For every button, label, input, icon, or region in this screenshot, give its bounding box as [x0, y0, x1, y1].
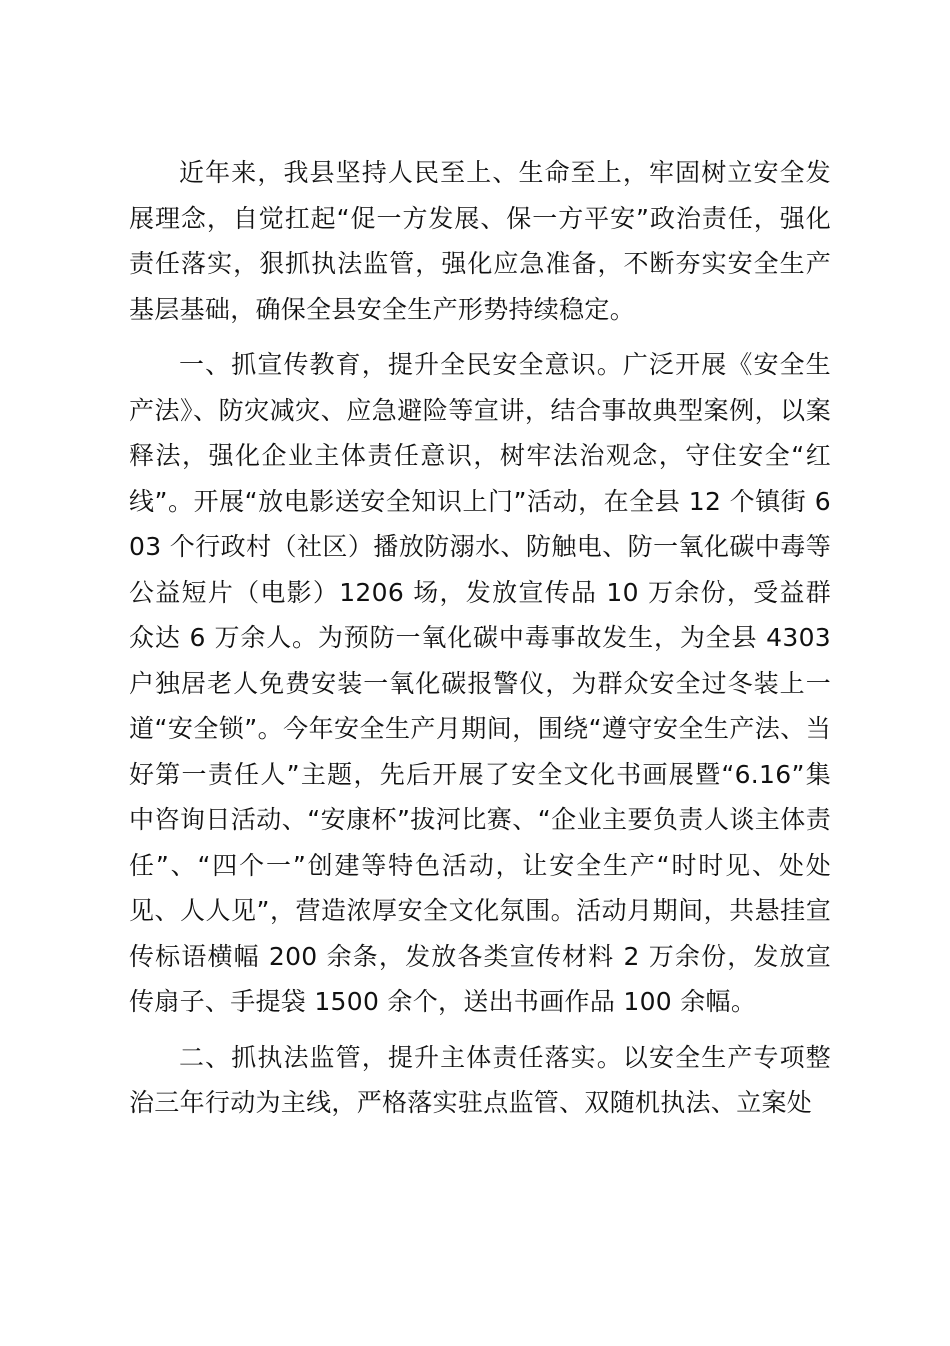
document-body: [129, 150, 831, 1136]
section-one-paragraph: 一、抓宣传教育，提升全民安全意识。广泛开展《安全生产法》、防灾减灾、应急避险等宣讲，结合事故典型案例，以案释法，强化企业主体责任意识，树牢法治观念，守住安全“红线”。开展“放电影送安全知识上门”活动，在全县 12 个镇街 603 个行政村（社区）播放防溺水、防触电、防一氧化碳中毒等公益短片（电影）1206 场，发放宣传品 10 万余份，受益群众达 6 万余人。为预防一氧化碳中毒事故发生，为全县 4303 户独居老人免费安装一氧化碳报警仪，为群众安全过冬装上一道“安全锁”。今年安全生产月期间，围绕“遵守安全生产法、当好第一责任人”主题，先后开展了安全文化书画展暨“6.16”集中咨询日活动、“安康杯”拔河比赛、“企业主要负责人谈主体责任”、“四个一”创建等特色活动，让安全生产“时时见、处处见、人人见”，营造浓厚安全文化氛围。活动月期间，共悬挂宣传标语横幅 200 余条，发放各类宣传材料 2 万余份，发放宣传扇子、手提袋 1500 余个，送出书画作品 100 余幅。: [129, 350, 831, 1016]
intro-paragraph: 近年来，我县坚持人民至上、生命至上，牢固树立安全发展理念，自觉扛起“促一方发展、保一方平安”政治责任，强化责任落实，狠抓执法监管，强化应急准备，不断夯实安全生产基层基础，确保全县安全生产形势持续稳定。: [129, 158, 831, 324]
section-two-paragraph: 二、抓执法监管，提升主体责任落实。以安全生产专项整治三年行动为主线，严格落实驻点监管、双随机执法、立案处: [129, 1042, 831, 1117]
